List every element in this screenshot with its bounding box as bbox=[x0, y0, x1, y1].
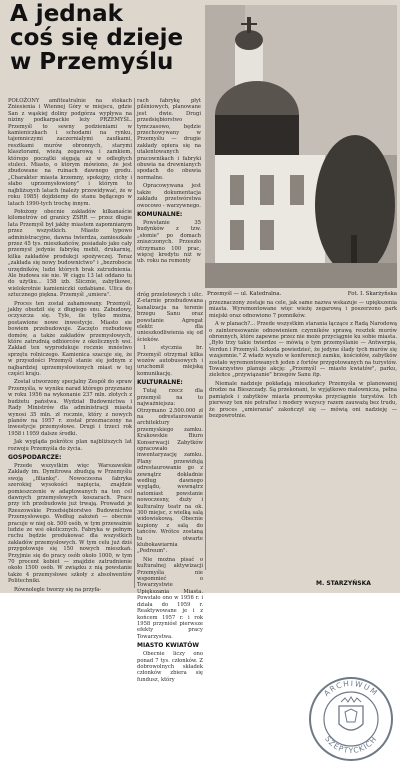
headline-line-2: coś się dzieje bbox=[10, 25, 184, 51]
paragraph: Jak wygląda pokrótce plan najbliższych lat rozwoju Przemyśla do życia. bbox=[8, 439, 132, 452]
headline-line-3: w Przemyślu bbox=[10, 49, 174, 75]
paragraph: Nie można pisać o kulturalnej aktywizacji Przemyśla nie wspomnieć o Towarzystwie Upiększania Miasta. Powstało ono w 1956 r. i działa do 1959 r. Reaktywowane je i z końcem 1957 r. i rok 1958 przyniósł pierwsze efekty pracy Towarzystwa. bbox=[137, 556, 203, 640]
headline-line-1: A jednak bbox=[10, 1, 123, 27]
paragraph: przeznaczony zostaje na cele, jak same nazwa wskazuje — upiększenia miasta. Wyremontowane więc wieżę zegarową i poszerzono park miejski oraz odnowiono 7 pomników. bbox=[209, 300, 397, 319]
paragraph: rach fabrykę płyt pilśniowych, planowane jest dwie. Drugi przedsiębiorstwo tymczasowo, będzie przechowywany w Przemyślu — drugie zakłady opiera się na utalentowanych pracownikach i fabryki obuwia na drewnianych spodach do obuwia normalne. bbox=[137, 98, 201, 181]
article-column-1 bbox=[8, 98, 132, 593]
article-column-3 bbox=[137, 292, 203, 683]
section-heading: KOMUNALNE: bbox=[137, 210, 183, 218]
paragraph: Równolegle tworzy się na przyfa- bbox=[14, 586, 102, 593]
paragraph: Przede wszystkim więc Warszawskie Zakłady im. Dymitrowa zbudują w Przemyślu swoją „filiankę". Nowoczesna fabryka szerokiej wysokości napięcia, znajdzie pomieszczenie w adaptowanych na ten cel dawnych przemysłowych koszarach. Prace przy ich przebudowie już trwają. Prowadzi je Rzeszowskie Przedsiębiorstwo Budownictwa Przemysłowego. Według założeń — obecnie pracuje w niej ok. 500 osób, w tym przeważnie ludzie ze wsi okolicznych. Fabryka w pełnym ruchu będzie produkować dla wszystkich zakładów przemysłowych. W tym celu już dziś przygotowuje się 150 nowych mieszkań. Przyjmie się do pracy osób około 1000, w tym 70 procent kobiet — znajdzie zatrudnienie około 1500 osób. W związku z nią powstanie także 4 przemysłowe szkoły z absolwentów Politechniki. bbox=[8, 462, 132, 585]
article-column-4 bbox=[209, 300, 397, 578]
paragraph: Został utworzony specjalny Zespół do spraw Przemyśla, w wyniku narad którego przyznano w roku 1956 na wykonanie 237 mln. złotych z budżetu państwa. Wydział Budownictwa i Rady Ministrów dla administracji miasta wynosi 35 mln. zł rocznie, który z nowych planów na 1957 r. został przeznaczony na inwestycje przemysłowe. Drugi i trzeci rok 1958 i 1959 dalsze środki. bbox=[8, 379, 132, 437]
article-column-2 bbox=[137, 98, 201, 290]
section-heading: GOSPODARCZE: bbox=[8, 453, 62, 461]
paragraph: dróg przelotowych i ulic. Z-etarnie przebudowana kanalizacja na terenie brzegu Sanu oraz powstanie Agregat elektr. dla unieszkodliwienia się od ścieków. bbox=[137, 292, 203, 343]
paragraph: A w planach?... Przede wszystkim starania łączące z Radą Narodową o zainteresowanie odnowieniem czynników sprawą resztek murów obronnych, które zapewne przez nie może przyciągnie ku sobie miasta. „Było trzy takie twierdze — mówią o tym przemyślanie — Antwerpia, Verdun i Przemyśl. Szkoda powiedzieć, że jedyne ślady tych murów się wzajemnie." Z władz wyszło w konferencji zamku, kościołów, zabytków zostało wyremontowanych jeden z fortów przygotowanych na turystów. Towarzystwo planuje akcję: „Przemyśl — miasto kwiatów", parku, zieleńce „przywiązanie" brzegów Sanu itp. bbox=[209, 321, 397, 379]
paragraph: Obecnie liczy ono ponad 7 tys. członków. Z dobrowolnych składek członków zbiera się fundusz, który bbox=[137, 651, 203, 683]
column-divider bbox=[134, 98, 135, 588]
caption-location: Przemyśl — ul. Katedralna. bbox=[207, 291, 282, 297]
column-divider bbox=[205, 300, 206, 570]
article-author: M. STARZYŃSKA bbox=[316, 580, 371, 587]
svg-text:SZEPTYCKICH: SZEPTYCKICH bbox=[323, 734, 379, 756]
paragraph: 1 stycznia br. Przemyśl otrzymał kilka wozów autobusowych i uruchomił miejską komunikację. bbox=[137, 345, 203, 377]
church-photo-illustration bbox=[205, 5, 397, 288]
photo-church bbox=[205, 5, 397, 288]
section-heading: KULTURALNE: bbox=[137, 379, 183, 387]
paragraph: Niemale nadzieje pokładają mieszkańcy Przemyśla w planowanej drodze na Bieszczady. Są przekonani, te wyjątkowo malownicza, pełna pamiątek i zabytków miasta przemyska przyciągnie turystów. Ich pierwszy ten nie potrafisz i modery wszyscy razem zauważą bez trudu, że proces „umierania" zakończył się — mówią oni nadzieję — bezpowrotnie. bbox=[209, 380, 397, 419]
section-heading: MIASTO KWIATÓW bbox=[137, 642, 199, 650]
paragraph: Proces ten został zahamowany. Przemyśl, jakby obudził się z długiego snu. Zabudowy, oczyszcza się. Tyle, ile tylko można, postawione nowe inwestycje. Miasto sie bowiem przebudowuje. Zaczęto rozbudowę domów, a także zakładów przemysłowych, które zatrudnią odbiorców z okolicznych wsi. Zakład ten wyprodukuje rocznie mnóstwo sprzętu rolniczego. Kamienica szacuje się, że w przyszłości Przemyśl stanie się jednym z najbardziej uprzemysłowionych miast w tej części kraju. bbox=[8, 300, 132, 378]
headline bbox=[10, 2, 200, 74]
paragraph: Opracowywana jest także dokumentacja zakładu przetwórstwa owocowo - warzywnego. bbox=[137, 183, 201, 209]
paragraph: Powstanie 35 budynków z tzw. „słomie" po domach zniszczonych. Przeszło otrzymano 100 prac, więcej kredytu niż w ub. roku na remonty bbox=[137, 219, 201, 265]
paragraph: POŁOŻONY amfiteatralnie na stokach Zniesienia i Wiennej Góry w miejscu, gdzie San z wąskiej doliny podgórza wypływa na niziny podkarpackie leży PRZEMYŚL. Przemyśl to sewny podzieniami w kamieniczkach i schodami na rynku, tajemniczymi zaczerniałymi zaułkami, resztkami murów obronnych, starymi klasztorami, wieżą zegarową i zamkiem, którego początki sięgają aż w odległych stuleci. Miasto, o którym mówiono, że jest zbudowane na ruinach dawnego grodu. „Charakter miasta krzemny, spokojny, cichy i słabo uprzemysłowiony" i którym to najbliższych latach (należy przewidywać, że w roku 1985) dojdziemy do stanu będącego w latach 1990-tych trochę innym. bbox=[8, 98, 132, 207]
photo-caption bbox=[207, 291, 397, 298]
svg-text:ARCHIWUM: ARCHIWUM bbox=[321, 678, 380, 699]
paragraph: Położony obecnie zakładów kilkanaście kilometrów od granicy ZSRR — przez długie lata Przemyśl był jakby miastem zapomnianym przez wszystkich. Miasto typowo administracyjne, dawna twierdza, zamieszkałe przez 45 tys. mieszkańców, posiadało jako cały przemysł jedynie fabrykę mebli, drukarnię, kilka zakładów produkcji spożywczej. Teraz „zakłada się nowy budownictwo" i „bezrobocie urzędników, ludzi których brak zatrudnienia. Ale budowa sie nie. W ciągu 13 lat oddano tu do użytku... 158 izb. Ślicznie, zabytkowe, wielokrotnie kamieniczki ozdabiane. Ulica do sztucznego piękna. Przemyśl „umiera". bbox=[8, 208, 132, 299]
archive-stamp bbox=[308, 676, 394, 762]
caption-credit: Fot. I. Skarżyńska bbox=[347, 291, 397, 297]
paragraph: Tutaj rzecz dla przemyśl na to najważniejsza: Otrzymano 2.500.000 zł na odrestaurowanie architektury przemyskiego zamku. Krakowskie Biuro Konserwacji Zabytków opracowało inwentaryzację zamku. Plany przewidują odrestaurowanie go z zewnątrz dokładnie według dawnego wyglądu, wewnątrz natomiast powstanie nowoczesny, duży i kulturalny teatr na ok. 300 miejsc, z wielką salą widowiskową. Obecnie kupiony z salą do tańców. Wrótce zostaną tu otwarte klubokawiarnia „Pedreum". bbox=[137, 388, 203, 555]
